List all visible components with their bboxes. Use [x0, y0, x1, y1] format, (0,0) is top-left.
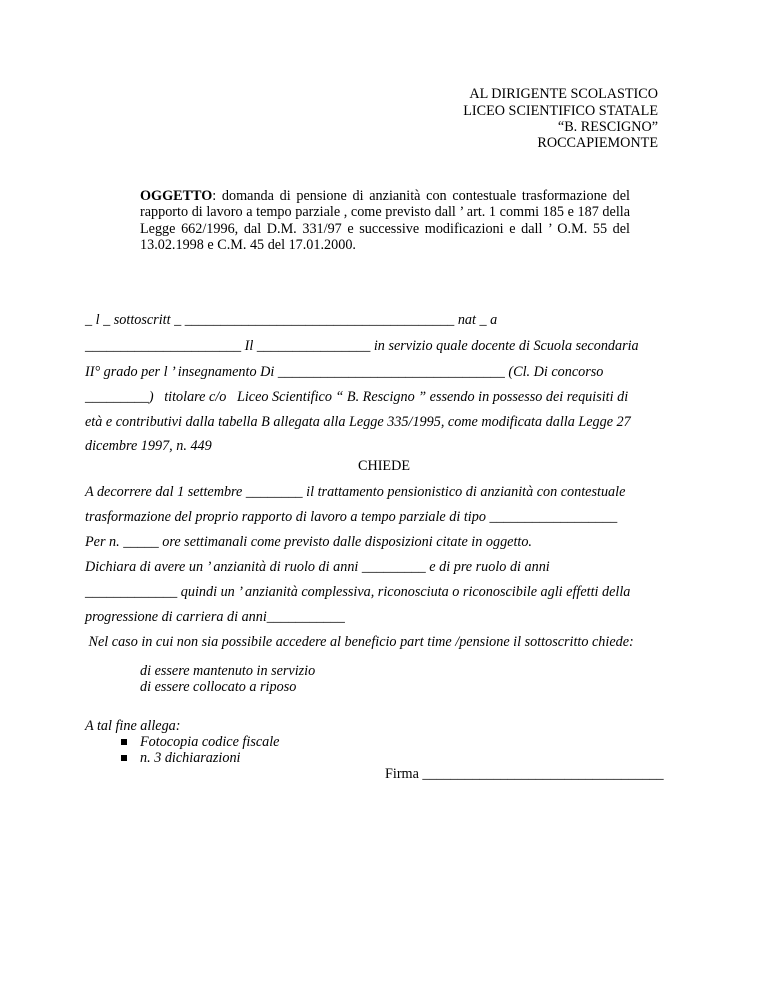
body-line-2: ______________________ Il ________________ in servizio quale docente di Scuola secondaria [85, 338, 639, 354]
option-stay-in-service: di essere mantenuto in servizio [140, 663, 316, 679]
body-line-1: _ l _ sottoscritt _ ______________________________________ nat _ a [85, 312, 498, 328]
body-line-5: età e contributivi dalla tabella B allegata alla Legge 335/1995, come modificata dalla Legge 27 [85, 414, 631, 430]
body-line-6: dicembre 1997, n. 449 [85, 438, 212, 454]
subject-label: OGGETTO [140, 188, 213, 204]
body-line-9: Per n. _____ ore settimanali come previsto dalle disposizioni citate in oggetto. [85, 534, 532, 550]
subject-text: : domanda di pensione di anzianità con contestuale trasformazione del rapporto di lavoro a tempo parziale , come previsto dall ’ art. 1 commi 185 e 187 della Legge 662/1996, dal D.M. 331/97 e successive modificazioni e dall ’ O.M. 55 del 13.02.1998 e C.M. 45 del 17.01.2000. [140, 188, 630, 254]
body-line-8: trasformazione del proprio rapporto di lavoro a tempo parziale di tipo __________________ [85, 509, 618, 525]
signature-line: Firma __________________________________ [385, 766, 664, 782]
body-line-12: progressione di carriera di anni___________ [85, 609, 345, 625]
bullet-square-icon [121, 739, 127, 745]
attachments-intro: A tal fine allega: [85, 718, 181, 734]
recipient-line-4: ROCCAPIEMONTE [537, 135, 658, 151]
body-line-7: A decorrere dal 1 settembre ________ il trattamento pensionistico di anzianità con contestuale [85, 484, 626, 500]
option-retire: di essere collocato a riposo [140, 679, 297, 695]
request-heading: CHIEDE [357, 458, 410, 474]
bullet-square-icon [121, 755, 127, 761]
body-line-13: Nel caso in cui non sia possibile accedere al beneficio part time /pensione il sottoscritto chiede: [85, 634, 634, 650]
recipient-line-3: “B. RESCIGNO” [557, 119, 658, 135]
attachment-item-2: n. 3 dichiarazioni [140, 750, 241, 766]
subject-paragraph [140, 188, 630, 254]
attachment-item-1: Fotocopia codice fiscale [140, 734, 280, 750]
body-line-4: _________) titolare c/o Liceo Scientifico “ B. Rescigno ” essendo in possesso dei requisiti di [85, 389, 629, 405]
body-line-11: _____________ quindi un ’ anzianità complessiva, riconosciuta o riconoscibile agli effetti della [85, 584, 631, 600]
recipient-line-2: LICEO SCIENTIFICO STATALE [463, 103, 658, 119]
body-line-3: II° grado per l ’ insegnamento Di ________________________________ (Cl. Di concorso [85, 364, 604, 380]
body-line-10: Dichiara di avere un ’ anzianità di ruolo di anni _________ e di pre ruolo di anni [85, 559, 550, 575]
recipient-line-1: AL DIRIGENTE SCOLASTICO [469, 86, 658, 102]
